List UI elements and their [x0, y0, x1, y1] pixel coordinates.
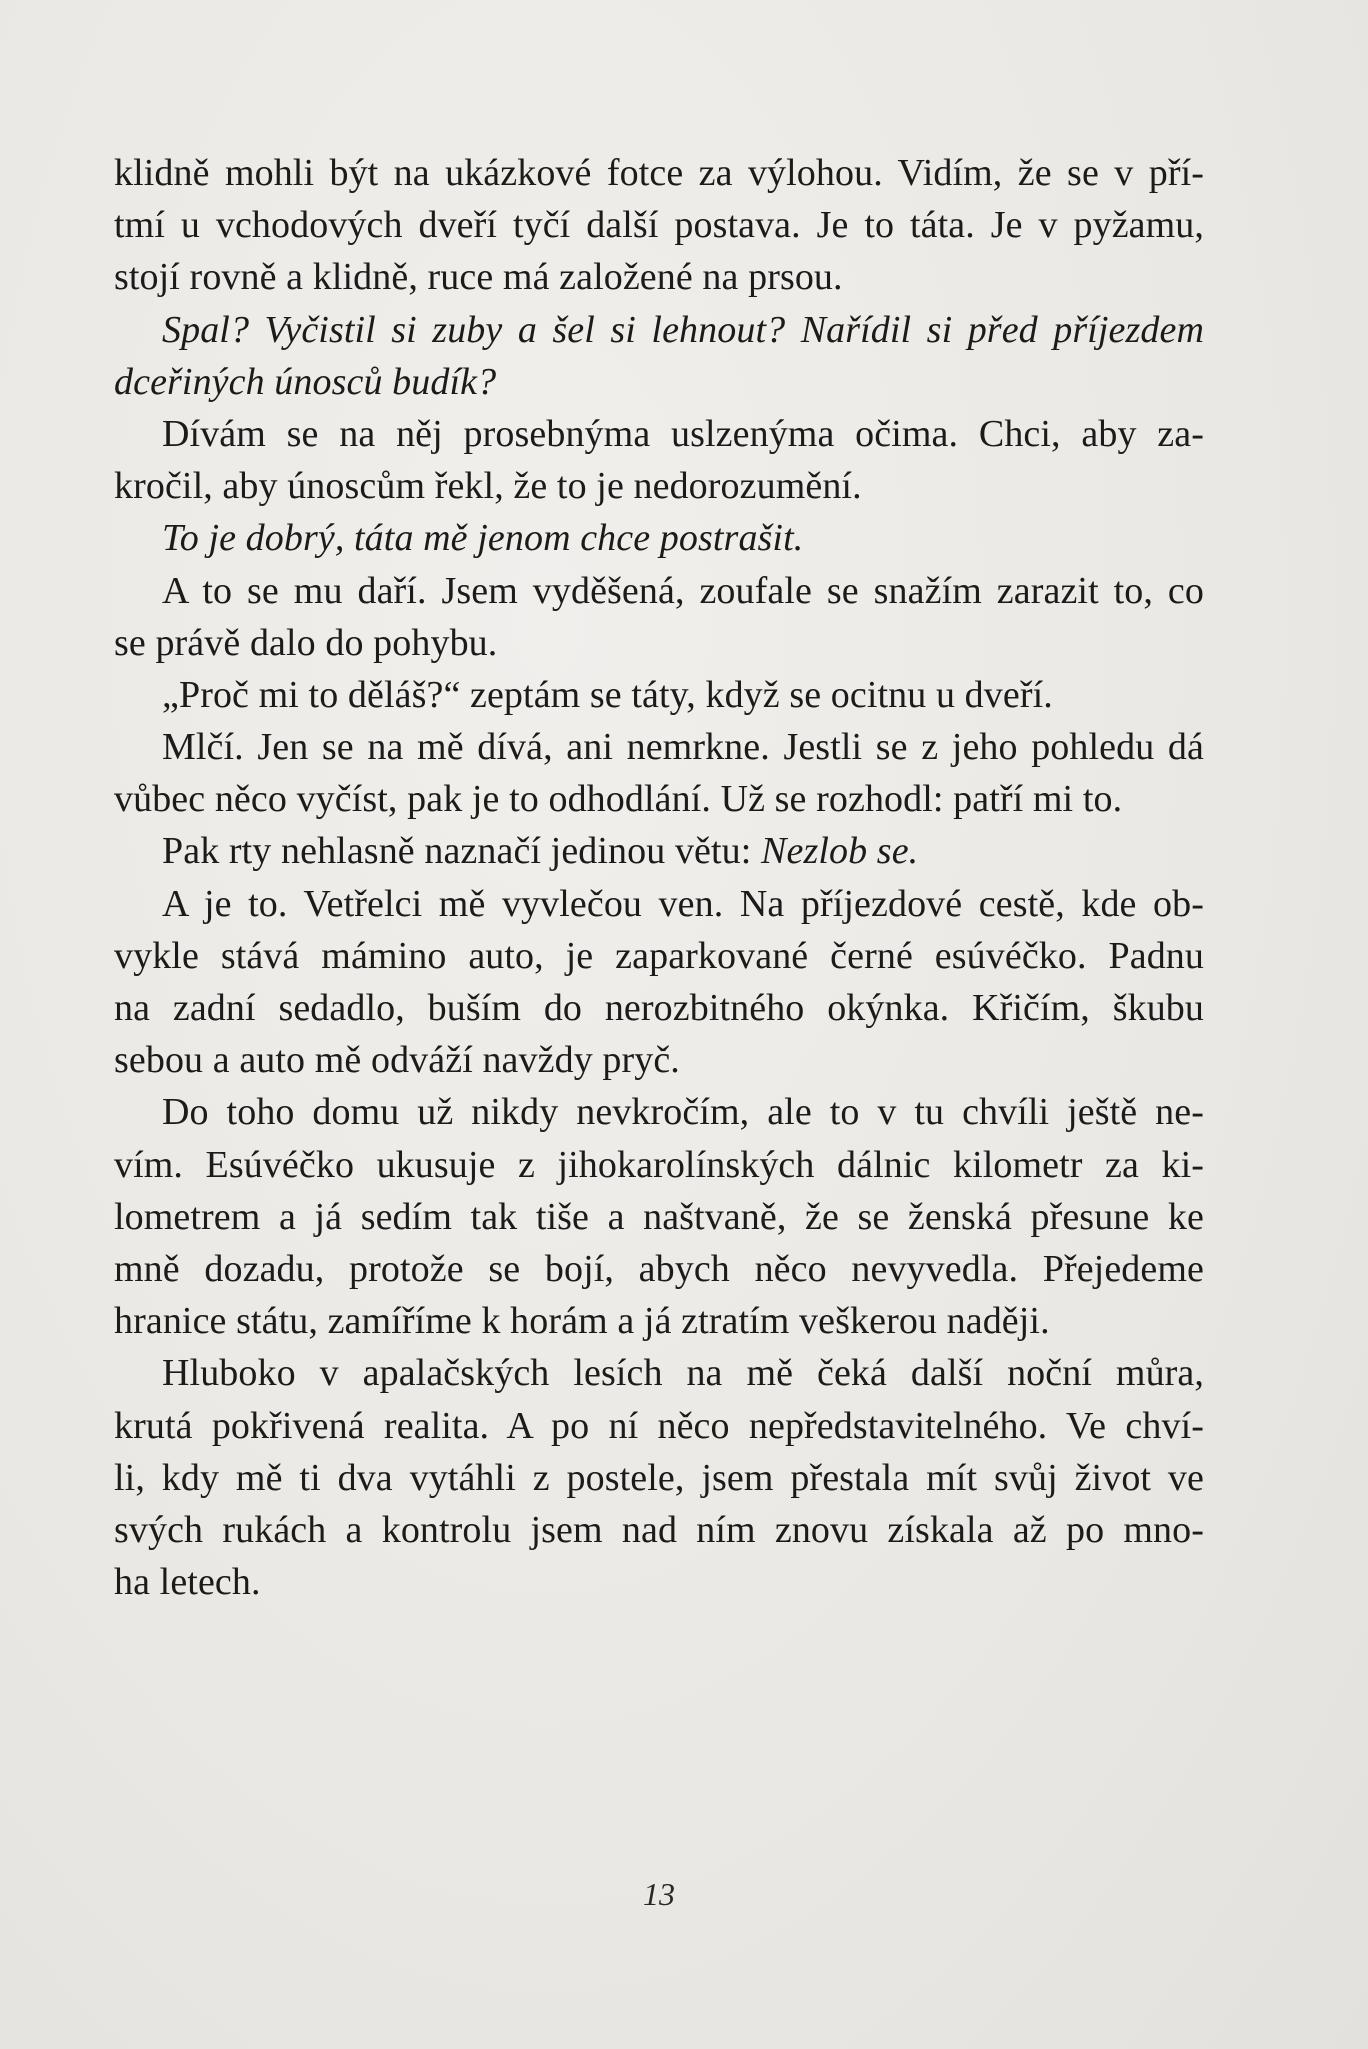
- line-text: vykle stává mámino auto, je zaparkované černé esúvéčko. Padnu: [114, 934, 1204, 977]
- line-text: svých rukách a kontrolu jsem nad ním znovu získala až po mno-: [114, 1508, 1204, 1551]
- line-text: A to se mu daří. Jsem vyděšená, zoufale se snažím zarazit to, co: [162, 569, 1204, 612]
- text-line: [114, 356, 1204, 408]
- body-text: [114, 147, 1204, 1608]
- line-text: klidně mohli být na ukázkové fotce za výlohou. Vidím, že se v pří-: [114, 152, 1204, 194]
- italic-text: Nezlob se.: [761, 830, 919, 873]
- paragraph: [114, 878, 1204, 1087]
- line-text: mně dozadu, protože se bojí, abych něco nevyvedla. Přejedeme: [114, 1247, 1204, 1290]
- line-text: lometrem a já sedím tak tiše a naštvaně, že se ženská přesune ke: [114, 1195, 1204, 1238]
- text-line: [114, 1191, 1204, 1243]
- text-line: [114, 1504, 1204, 1556]
- text-line: [114, 512, 1204, 564]
- paragraph: [114, 1347, 1204, 1608]
- line-text: Do toho domu už nikdy nevkročím, ale to v tu chvíli ještě ne-: [162, 1091, 1204, 1134]
- line-text: Pak rty nehlasně naznačí jedinou větu:: [162, 830, 762, 873]
- line-text: stojí rovně a klidně, ruce má založené na prsou.: [114, 256, 843, 299]
- text-line: [114, 251, 1204, 303]
- text-line: [114, 1243, 1204, 1295]
- text-line: [114, 1139, 1204, 1191]
- paragraph: [114, 825, 1204, 877]
- line-text: A je to. Vetřelci mě vyvlečou ven. Na příjezdové cestě, kde ob-: [162, 882, 1204, 925]
- text-line: [114, 408, 1204, 460]
- text-line: [114, 721, 1204, 773]
- text-line: [114, 460, 1204, 512]
- text-line: [114, 878, 1204, 930]
- line-text: Mlčí. Jen se na mě dívá, ani nemrkne. Jestli se z jeho pohledu dá: [162, 726, 1204, 769]
- line-text: se právě dalo do pohybu.: [114, 621, 498, 664]
- paragraph: [114, 565, 1204, 669]
- line-text: tmí u vchodových dveří tyčí další postava. Je to táta. Je v pyžamu,: [114, 204, 1204, 247]
- italic-text: Spal? Vyčistil si zuby a šel si lehnout? Nařídil si před příjezdem: [162, 308, 1204, 351]
- line-text: vůbec něco vyčíst, pak je to odhodlání. Už se rozhodl: patří mi to.: [114, 778, 1123, 821]
- text-line: [114, 147, 1204, 199]
- text-line: [114, 825, 1204, 877]
- line-text: hranice státu, zamíříme k horám a já ztratím veškerou naději.: [114, 1300, 1050, 1343]
- text-line: [114, 1086, 1204, 1138]
- text-line: [114, 982, 1204, 1034]
- paragraph: [114, 669, 1204, 721]
- text-line: [114, 930, 1204, 982]
- text-line: [114, 1556, 1204, 1608]
- text-line: [114, 1295, 1204, 1347]
- paragraph: [114, 147, 1204, 304]
- text-line: [114, 304, 1204, 356]
- line-text: kročil, aby únoscům řekl, že to je nedorozumění.: [114, 465, 862, 508]
- line-text: krutá pokřivená realita. A po ní něco nepředstavitelného. Ve chví-: [114, 1404, 1204, 1447]
- text-line: [114, 1452, 1204, 1504]
- line-text: vím. Esúvéčko ukusuje z jihokarolínských dálnic kilometr za ki-: [114, 1143, 1204, 1186]
- line-text: ha letech.: [114, 1561, 261, 1604]
- text-line: [114, 669, 1204, 721]
- text-line: [114, 199, 1204, 251]
- paragraph: [114, 721, 1204, 825]
- paragraph: [114, 1086, 1204, 1347]
- paragraph: [114, 408, 1204, 512]
- text-line: [114, 617, 1204, 669]
- line-text: „Proč mi to děláš?“ zeptám se táty, když se ocitnu u dveří.: [162, 673, 1053, 716]
- text-line: [114, 773, 1204, 825]
- text-line: [114, 1347, 1204, 1399]
- page-number: 13: [643, 1876, 675, 1912]
- italic-text: dceřiných únosců budík?: [114, 360, 497, 403]
- paragraph: [114, 512, 1204, 564]
- line-text: Hluboko v apalačských lesích na mě čeká další noční můra,: [162, 1352, 1204, 1395]
- line-text: na zadní sedadlo, buším do nerozbitného okýnka. Křičím, škubu: [114, 987, 1204, 1029]
- paragraph: [114, 304, 1204, 408]
- line-text: li, kdy mě ti dva vytáhli z postele, jsem přestala mít svůj život ve: [114, 1456, 1204, 1499]
- text-line: [114, 1400, 1204, 1452]
- line-text: sebou a auto mě odváží navždy pryč.: [114, 1039, 680, 1082]
- italic-text: To je dobrý, táta mě jenom chce postrašit.: [162, 517, 804, 560]
- text-line: [114, 1034, 1204, 1086]
- text-line: [114, 565, 1204, 617]
- line-text: Dívám se na něj prosebnýma uslzenýma očima. Chci, aby za-: [162, 412, 1204, 455]
